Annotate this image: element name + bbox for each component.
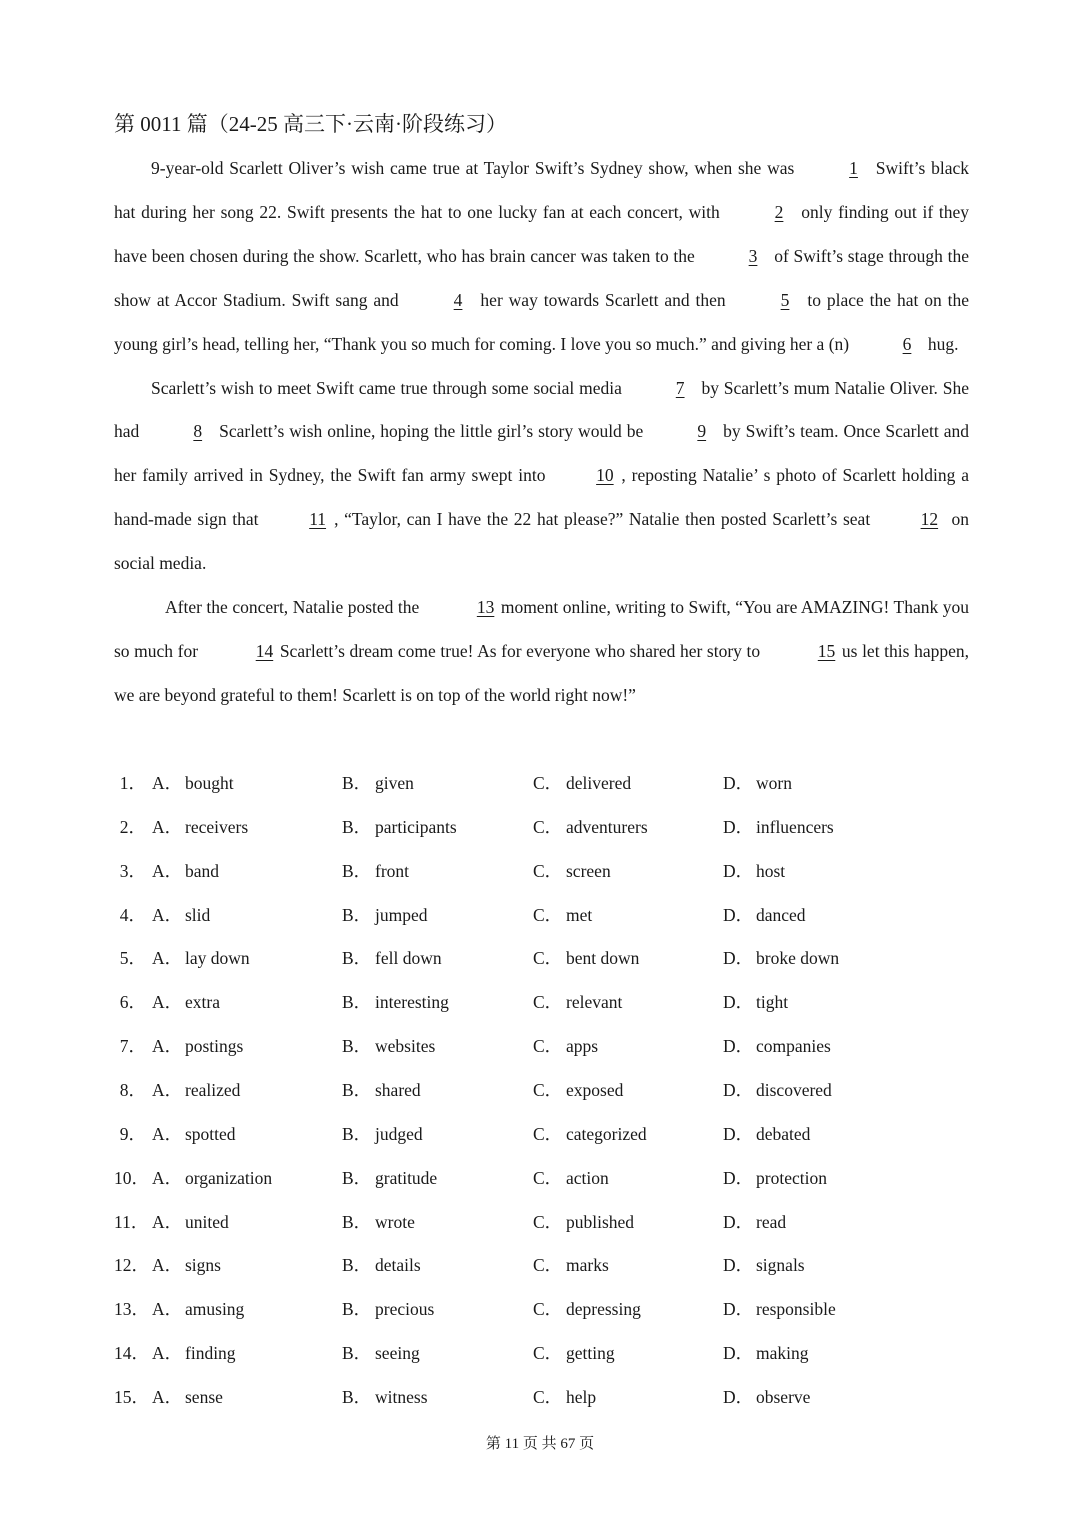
option-choice [342,981,449,1025]
option-choice [152,1376,223,1420]
option-letter: C． [533,1387,563,1408]
option-word: bent down [566,948,640,969]
option-word: delivered [566,773,632,793]
option-word: judged [375,1123,423,1144]
option-letter: B． [342,1387,372,1408]
question-row [114,1113,974,1157]
option-choice [723,1113,810,1157]
question-number: 14． [114,1343,149,1364]
option-letter: A． [152,816,183,837]
option-choice [152,762,234,806]
option-choice [342,1113,423,1157]
option-choice [533,1069,623,1113]
question-row [114,806,974,850]
option-word: spotted [185,1123,236,1144]
passage-text: 9-year-old Scarlett Oliver’s wish came true at Taylor Swift’s Sydney show, when she was [151,158,801,178]
option-word: witness [375,1387,428,1408]
option-word: broke down [756,948,840,969]
option-letter: B． [342,816,372,837]
question-number: 11． [114,1211,149,1232]
option-choice [342,1069,421,1113]
option-choice [533,1157,609,1201]
blank-15: 15 [817,640,836,661]
option-choice [533,937,639,981]
option-word: host [756,860,786,881]
option-letter: B． [342,1080,372,1101]
option-word: discovered [756,1080,832,1101]
option-letter: C． [533,1036,563,1057]
option-word: websites [375,1036,436,1057]
option-letter: D． [723,904,754,925]
passage-text: to place the hat on the young girl’s head, telling her, “Thank you so much for coming. I love you so much.” and giving her a (n) [114,289,969,354]
question-row [114,1025,974,1069]
option-letter: B． [342,1036,372,1057]
option-letter: C． [533,1080,563,1101]
option-choice [723,762,792,806]
option-letter: D． [723,860,754,881]
option-word: participants [375,816,457,837]
option-letter: C． [533,904,563,925]
option-letter: D． [723,1387,754,1408]
option-word: read [756,1211,787,1232]
option-word: action [566,1167,609,1188]
passage-paragraph-3 [114,586,969,718]
option-letter: A． [152,1343,183,1364]
blank-11: 11 [309,509,327,530]
option-word: screen [566,860,611,881]
option-choice [723,981,788,1025]
option-letter: C． [533,1299,563,1320]
option-word: precious [375,1299,435,1320]
option-word: met [566,904,593,925]
question-number: 3． [119,860,146,881]
blank-14: 14 [255,640,274,661]
blank-7: 7 [675,377,685,398]
option-letter: A． [152,1255,183,1276]
question-number: 10． [114,1167,149,1188]
option-choice [723,1332,809,1376]
option-letter: A． [152,1211,183,1232]
option-letter: B． [342,860,372,881]
question-number: 12． [114,1255,149,1276]
option-letter: A． [152,1387,183,1408]
option-word: shared [375,1080,421,1101]
blank-6: 6 [902,333,912,354]
option-word: band [185,860,220,881]
option-letter: A． [152,1080,183,1101]
option-word: bought [185,773,234,793]
passage-text: Swift’s black hat during her song 22. Swift presents the hat to one lucky fan at each concert, with [114,158,970,222]
option-choice [533,981,622,1025]
option-choice [533,1201,634,1245]
option-choice [342,1244,421,1288]
blank-5: 5 [780,289,790,310]
option-word: postings [185,1036,244,1057]
question-number: 13． [114,1299,149,1320]
option-letter: B． [342,1167,372,1188]
option-choice [152,981,220,1025]
option-letter: B． [342,773,372,793]
option-word: tight [756,992,789,1013]
option-choice [152,1288,244,1332]
passage-title: 第 0011 篇（24-25 高三下·云南·阶段练习） [114,112,507,136]
question-row [114,937,974,981]
option-choice [533,806,648,850]
question-number: 4． [119,904,146,925]
question-number: 5． [119,948,146,969]
option-letter: A． [152,948,183,969]
option-word: extra [185,992,220,1013]
option-letter: C． [533,948,563,969]
option-word: organization [185,1167,273,1188]
question-number: 8． [119,1080,146,1101]
option-letter: C． [533,773,563,793]
passage-text: of Swift’s stage through the show at Accor Stadium. Swift sang and [114,245,969,310]
option-word: front [375,860,410,881]
question-number: 15． [114,1387,149,1408]
option-letter: D． [723,1036,754,1057]
option-choice [342,894,428,938]
option-choice [723,1201,786,1245]
passage-text: hug. [923,333,959,354]
option-choice [723,1157,827,1201]
option-letter: A． [152,904,183,925]
option-choice [342,1025,435,1069]
passage-text: moment online, writing to Swift, “You are AMAZING! Thank you so much for [114,597,969,661]
option-choice [342,1332,420,1376]
option-choice [152,937,250,981]
option-choice [723,1376,810,1420]
option-letter: D． [723,948,754,969]
blank-13: 13 [476,597,495,618]
option-choice [152,894,210,938]
option-choice [723,806,834,850]
option-choice [152,1069,240,1113]
option-choice [533,1113,647,1157]
option-word: signs [185,1255,221,1276]
option-word: interesting [375,992,449,1013]
option-choice [723,850,785,894]
option-choice [342,806,457,850]
option-word: finding [185,1343,236,1364]
option-letter: C． [533,816,563,837]
option-letter: D． [723,1167,754,1188]
option-letter: A． [152,992,183,1013]
passage-text: Scarlett’s dream come true! As for everyone who shared her story to [275,640,765,661]
question-row [114,1069,974,1113]
passage-text: , “Taylor, can I have the 22 hat please?” Natalie then posted Scarlett’s seat [334,509,876,530]
option-choice [342,937,442,981]
option-choice [723,1025,831,1069]
option-choice [342,1288,434,1332]
option-letter: D． [723,992,754,1013]
option-letter: D． [723,773,754,793]
option-choice [533,1244,609,1288]
blank-12: 12 [920,509,939,530]
option-choice [342,850,409,894]
option-letter: C． [533,1167,563,1188]
option-choice [723,1244,805,1288]
cloze-passage [114,147,969,718]
option-choice [342,762,414,806]
option-choice [723,894,806,938]
option-word: relevant [566,992,623,1013]
option-word: marks [566,1255,609,1276]
question-row [114,1157,974,1201]
option-choice [342,1201,415,1245]
question-row [114,981,974,1025]
blank-3: 3 [748,245,758,266]
option-word: lay down [185,948,250,969]
option-letter: D． [723,1299,754,1320]
option-word: responsible [756,1299,836,1320]
page-number-footer: 第 11 页 共 67 页 [485,1436,595,1452]
option-word: united [185,1211,229,1232]
option-letter: D． [723,1211,754,1232]
option-letter: C． [533,1255,563,1276]
question-row [114,1376,974,1420]
question-number: 9． [119,1123,146,1144]
option-letter: D． [723,816,754,837]
question-row [114,762,974,806]
option-word: signals [756,1255,805,1276]
passage-text: , reposting Natalie’ s photo of Scarlett holding a hand-made sign that [114,465,969,530]
question-row [114,850,974,894]
option-word: amusing [185,1299,245,1320]
option-word: observe [756,1387,811,1408]
passage-text: us let this happen, we are beyond grateful to them! Scarlett is on top of the world right now!” [114,640,969,705]
question-number: 7． [119,1036,146,1057]
option-letter: D． [723,1343,754,1364]
passage-text: on social media. [114,509,969,574]
option-word: influencers [756,816,834,837]
option-word: published [566,1211,635,1232]
option-letter: C． [533,992,563,1013]
answer-options-list [114,762,974,1420]
option-choice [533,1376,596,1420]
option-letter: D． [723,1123,754,1144]
option-letter: B． [342,1211,372,1232]
option-letter: A． [152,773,183,793]
option-word: making [756,1343,809,1364]
option-choice [533,1025,598,1069]
option-letter: D． [723,1255,754,1276]
passage-paragraph-2 [114,367,969,587]
option-word: wrote [375,1211,415,1232]
option-word: exposed [566,1080,624,1101]
blank-8: 8 [193,421,203,442]
question-row [114,1332,974,1376]
passage-text: After the concert, Natalie posted the [165,597,424,618]
option-word: sense [185,1387,223,1408]
passage-text: Scarlett’s wish to meet Swift came true through some social media [151,377,627,398]
option-word: getting [566,1343,615,1364]
option-word: adventurers [566,816,648,837]
question-row [114,1288,974,1332]
option-letter: A． [152,860,183,881]
blank-2: 2 [774,201,784,222]
option-word: slid [185,904,211,925]
blank-1: 1 [849,158,858,178]
option-letter: C． [533,1123,563,1144]
option-letter: B． [342,1343,372,1364]
question-number: 6． [119,992,146,1013]
option-letter: C． [533,1343,563,1364]
option-letter: A． [152,1167,183,1188]
option-word: realized [185,1080,241,1101]
question-row [114,1201,974,1245]
option-word: fell down [375,948,442,969]
option-choice [533,894,592,938]
question-number: 1． [119,773,146,793]
blank-10: 10 [596,465,614,486]
option-word: worn [756,773,792,793]
option-letter: C． [533,1211,563,1232]
passage-text: by Swift’s team. Once Scarlett and her family arrived in Sydney, the Swift fan army swept into [114,421,969,486]
option-letter: A． [152,1299,183,1320]
option-letter: A． [152,1036,183,1057]
question-number: 2． [119,816,146,837]
option-word: given [375,773,414,793]
passage-paragraph-1 [114,147,969,367]
option-choice [723,1288,836,1332]
passage-text: Scarlett’s wish online, hoping the little girl’s story would be [214,421,649,442]
option-letter: B． [342,1299,372,1320]
option-word: categorized [566,1123,647,1144]
option-choice [533,850,611,894]
option-choice [723,1069,832,1113]
option-word: jumped [375,904,428,925]
blank-4: 4 [453,289,463,310]
option-choice [723,937,839,981]
passage-text: her way towards Scarlett and then [474,289,732,310]
option-letter: B． [342,992,372,1013]
passage-text: by Scarlett’s mum Natalie Oliver. She had [114,377,969,442]
option-word: depressing [566,1299,641,1320]
option-word: details [375,1255,421,1276]
option-choice [152,1113,236,1157]
option-choice [152,1332,236,1376]
blank-9: 9 [697,421,707,442]
option-letter: B． [342,1123,372,1144]
option-letter: B． [342,904,372,925]
option-choice [342,1376,428,1420]
option-word: help [566,1387,597,1408]
passage-text: only finding out if they have been chosen during the show. Scarlett, who has brain cancer was taken to the [114,201,969,266]
option-letter: A． [152,1123,183,1144]
option-choice [152,1025,243,1069]
option-letter: B． [342,1255,372,1276]
question-row [114,1244,974,1288]
option-word: danced [756,904,806,925]
option-word: receivers [185,816,249,837]
option-choice [533,1288,641,1332]
option-word: debated [756,1123,811,1144]
question-row [114,894,974,938]
option-choice [152,1244,221,1288]
option-choice [152,806,248,850]
option-word: gratitude [375,1167,438,1188]
option-letter: D． [723,1080,754,1101]
option-choice [152,850,219,894]
option-word: companies [756,1036,831,1057]
option-word: protection [756,1167,827,1188]
option-choice [152,1157,272,1201]
option-choice [533,1332,615,1376]
option-word: apps [566,1036,599,1057]
option-letter: C． [533,860,563,881]
option-word: seeing [375,1343,420,1364]
option-choice [533,762,631,806]
option-letter: B． [342,948,372,969]
option-choice [152,1201,229,1245]
option-choice [342,1157,437,1201]
